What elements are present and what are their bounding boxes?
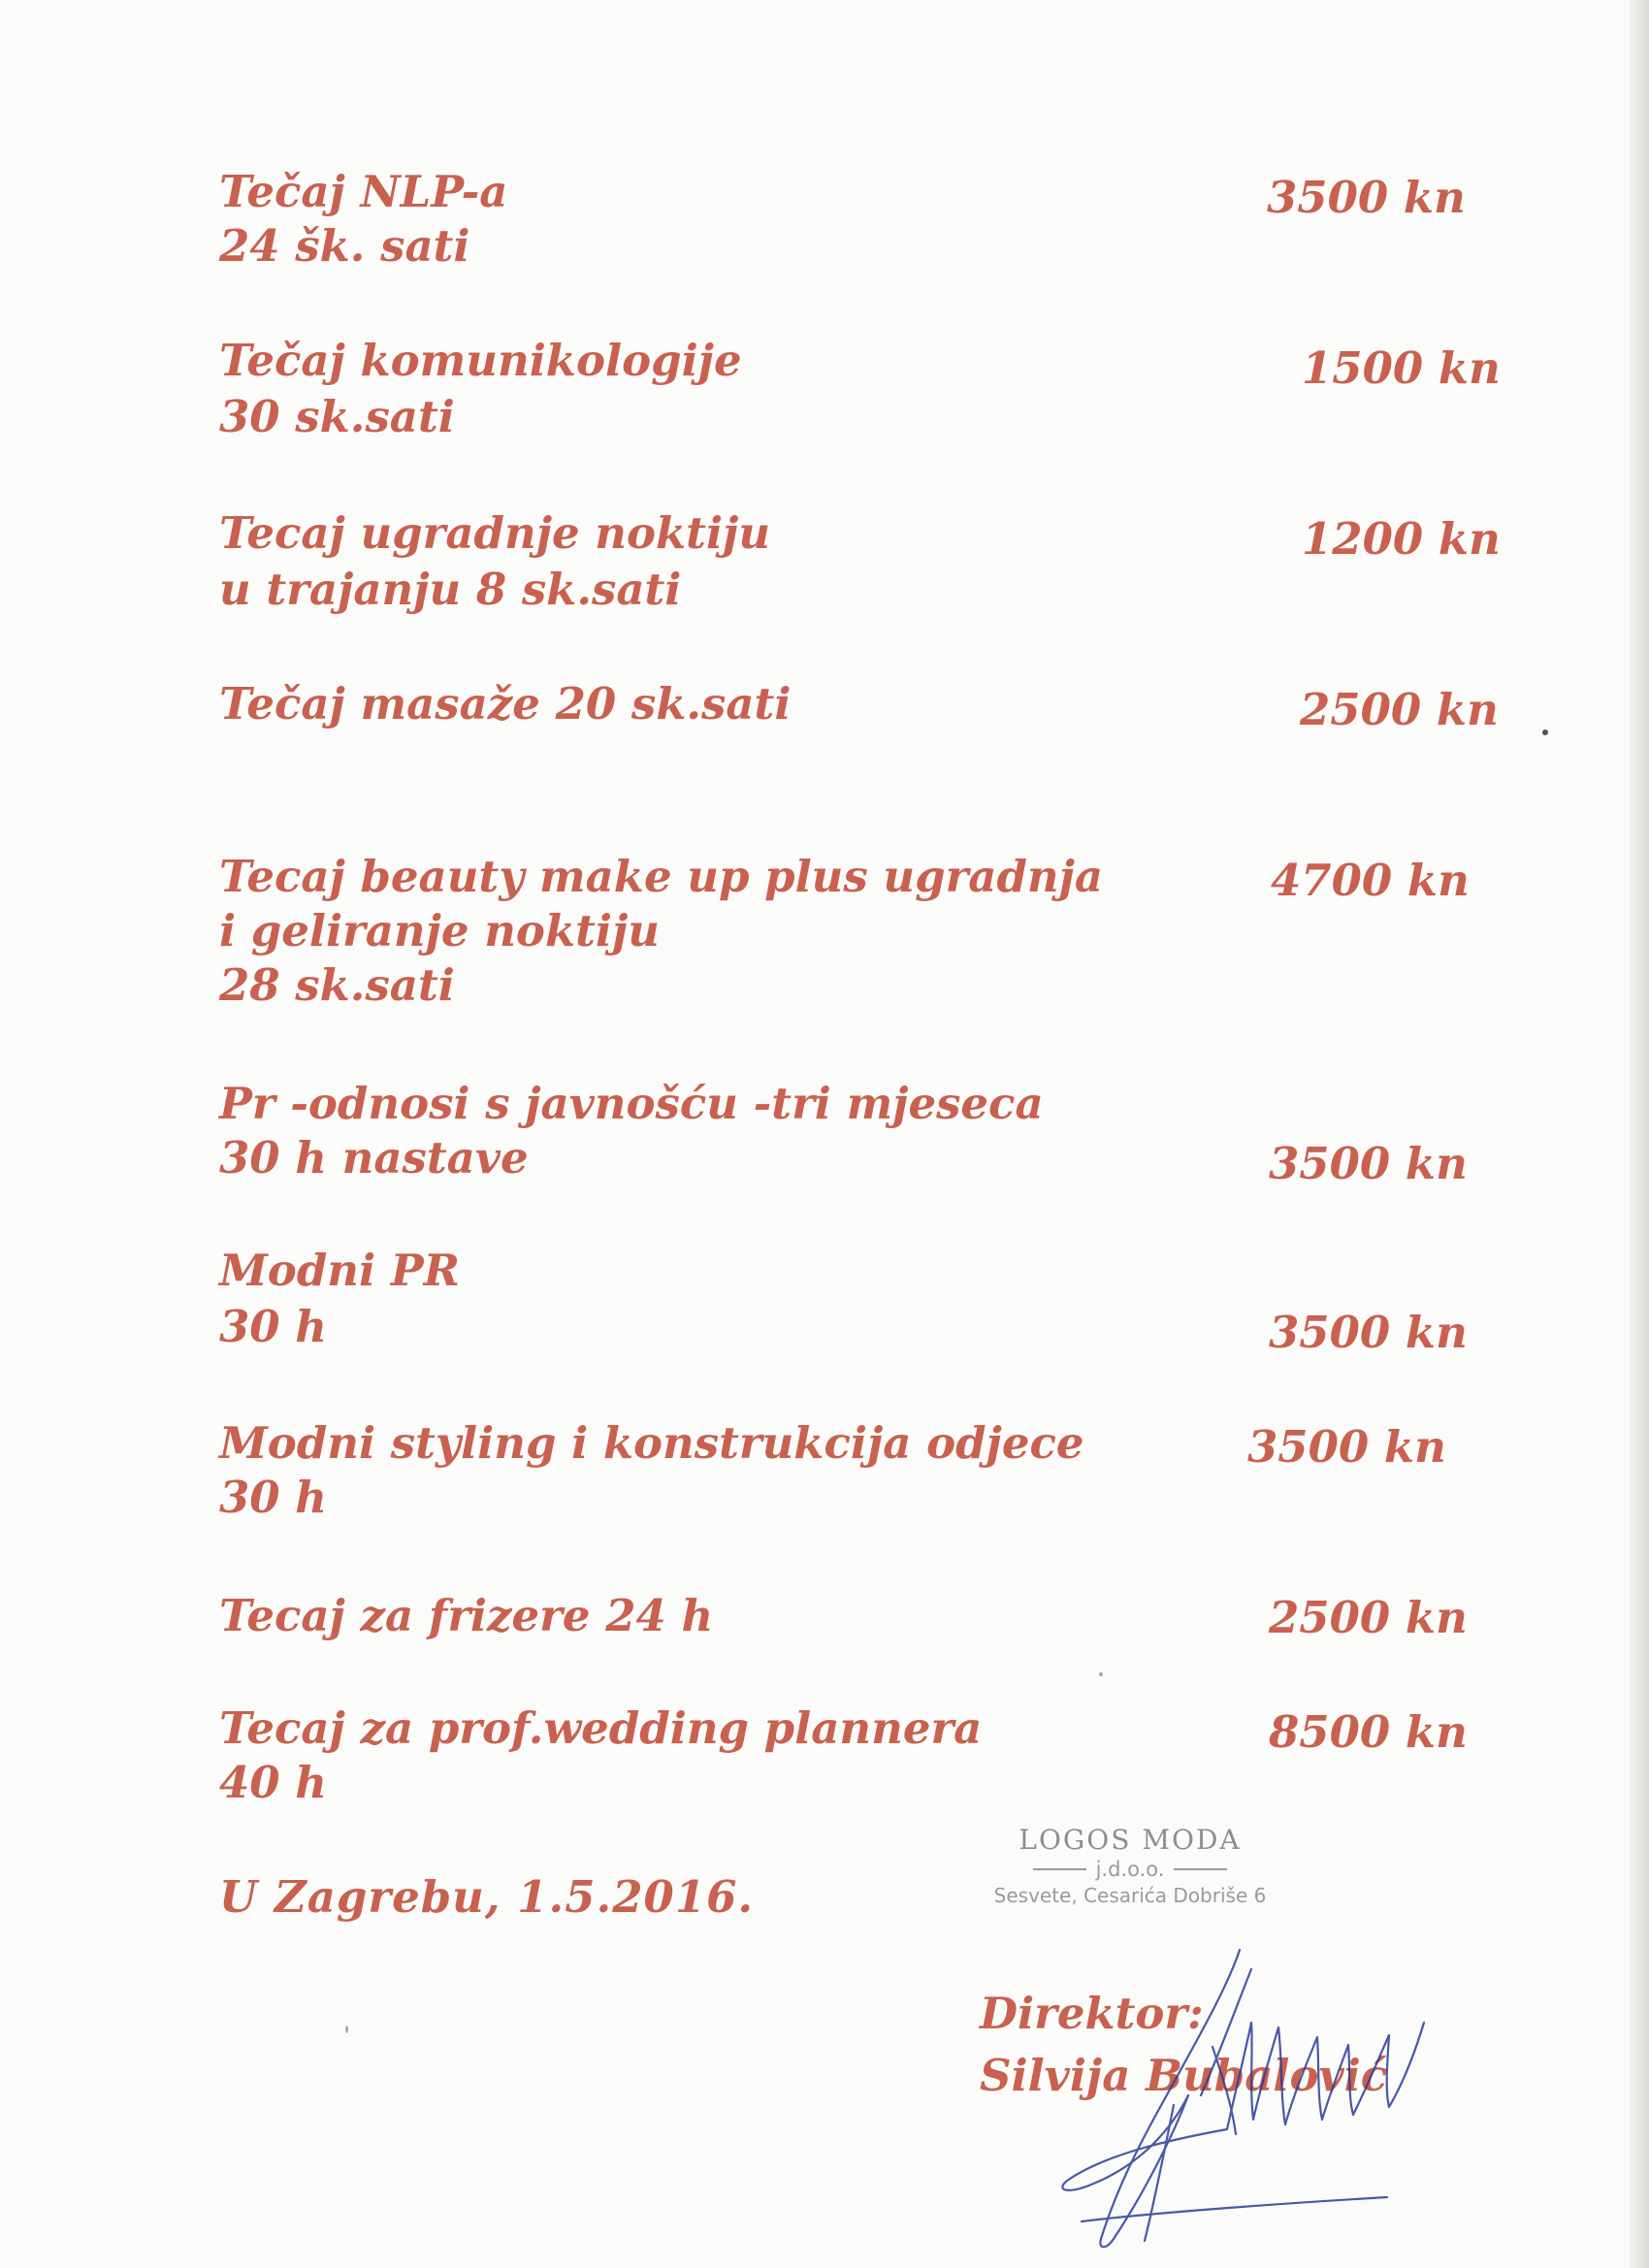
paper-speck [1099, 1672, 1103, 1676]
course-1-price: 3500 kn [1267, 172, 1466, 223]
course-3-price: 1200 kn [1302, 513, 1501, 565]
course-2-hours: 30 sk.sati [219, 391, 455, 442]
signatory-title: Direktor: [980, 1988, 1204, 2039]
course-5-price: 4700 kn [1271, 855, 1470, 906]
course-7-title: Modni PR [219, 1245, 461, 1296]
course-4-title: Tečaj masaže 20 sk.sati [219, 678, 792, 729]
course-4-price: 2500 kn [1300, 684, 1499, 735]
course-5-subtitle: i geliranje noktiju [219, 905, 660, 956]
course-3-hours: u trajanju 8 sk.sati [219, 564, 682, 615]
paper-speck [345, 2025, 348, 2033]
course-6-price: 3500 kn [1269, 1138, 1468, 1189]
stamp-rule-left [1033, 1868, 1086, 1870]
course-10-hours: 40 h [219, 1757, 328, 1808]
course-7-price: 3500 kn [1269, 1307, 1468, 1358]
course-5-hours: 28 sk.sati [219, 959, 455, 1011]
course-7-hours: 30 h [219, 1301, 328, 1352]
course-8-price: 3500 kn [1247, 1421, 1446, 1473]
course-10-title: Tecaj za prof.wedding plannera [219, 1702, 983, 1754]
place-date: U Zagrebu, 1.5.2016. [219, 1871, 755, 1923]
course-8-title: Modni styling i konstrukcija odjece [219, 1417, 1084, 1469]
course-10-price: 8500 kn [1269, 1706, 1468, 1758]
course-2-title: Tečaj komunikologije [219, 335, 742, 386]
stamp-company-type-row [985, 1857, 1276, 1882]
course-1-hours: 24 šk. sati [219, 220, 470, 272]
course-6-title: Pr -odnosi s javnošću -tri mjeseca [219, 1078, 1044, 1129]
signatory-name: Silvija Bubalović [980, 2050, 1388, 2101]
stamp-company-name: LOGOS MODA [1018, 1824, 1242, 1856]
paper-speck [1542, 729, 1548, 735]
course-9-title: Tecaj za frizere 24 h [219, 1590, 714, 1641]
stamp-rule-right [1174, 1868, 1227, 1870]
page-edge-shadow [1630, 0, 1649, 2268]
course-3-title: Tecaj ugradnje noktiju [219, 507, 771, 559]
handwritten-signature [1028, 1930, 1436, 2260]
course-8-hours: 30 h [219, 1472, 328, 1523]
course-2-price: 1500 kn [1302, 342, 1501, 394]
stamp-company-type: j.d.o.o. [1095, 1858, 1165, 1881]
course-6-hours: 30 h nastave [219, 1132, 529, 1183]
course-9-price: 2500 kn [1269, 1592, 1468, 1643]
stamp-address: Sesvete, Cesarića Dobriše 6 [993, 1884, 1267, 1907]
course-1-title: Tečaj NLP-a [219, 166, 508, 217]
course-5-title: Tecaj beauty make up plus ugradnja [219, 851, 1104, 902]
company-stamp [985, 1824, 1276, 1909]
